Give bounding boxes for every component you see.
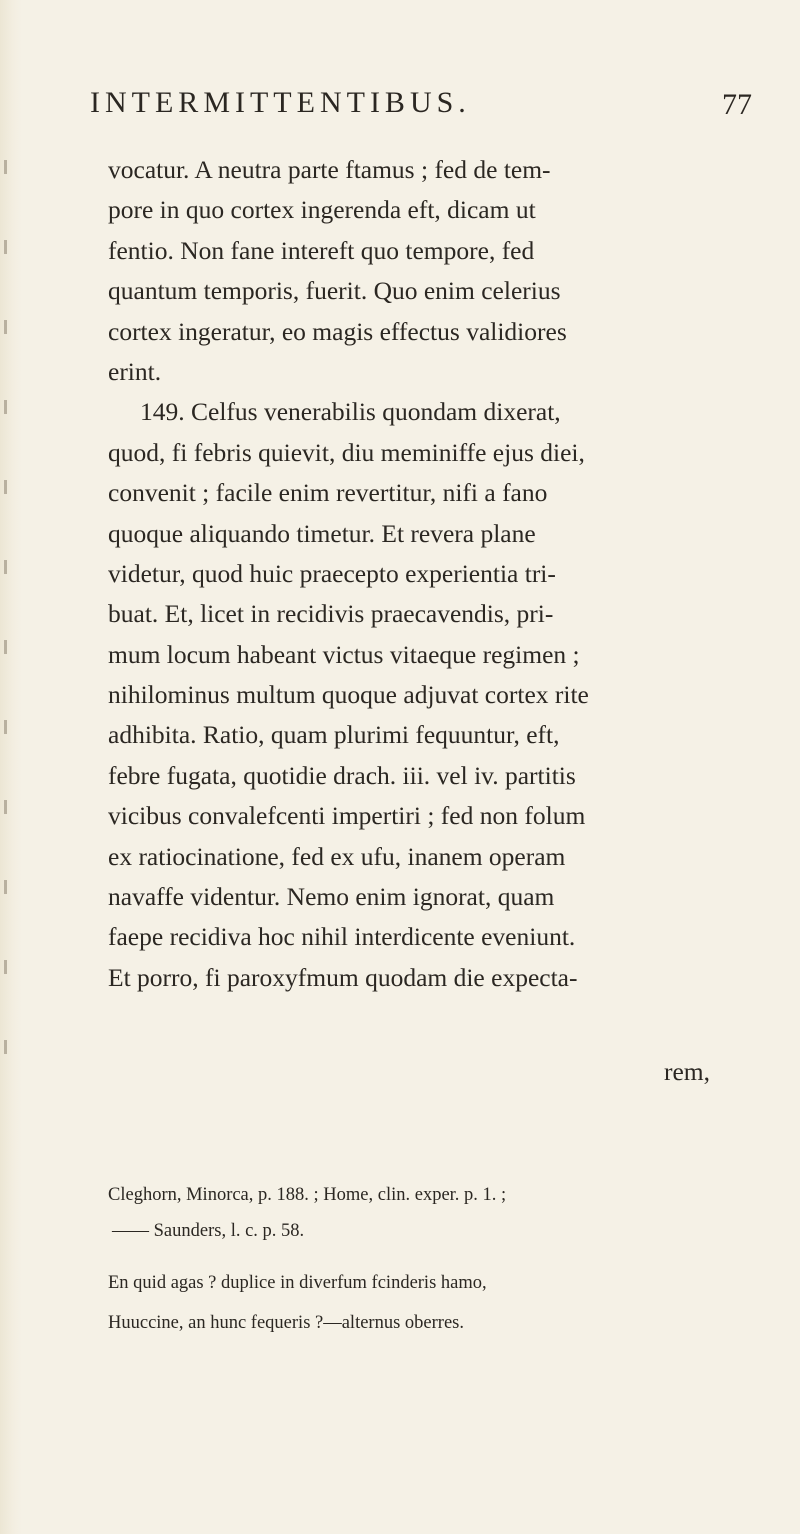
text-line: cortex ingeratur, eo magis effectus validiores	[108, 316, 567, 346]
edge-mark	[4, 800, 7, 814]
text-line: Et porro, fi paroxyfmum quodam die expecta-	[108, 962, 578, 992]
footnote-line: —— Saunders, l. c. p. 58.	[112, 1221, 305, 1241]
edge-mark	[4, 320, 7, 334]
page-edge	[0, 0, 22, 1534]
edge-mark	[4, 1040, 7, 1054]
edge-mark	[4, 720, 7, 734]
edge-mark	[4, 240, 7, 254]
text-line: pore in quo cortex ingerenda eft, dicam ut	[108, 195, 536, 225]
text-line: faepe recidiva hoc nihil interdicente eveniunt.	[108, 922, 576, 952]
footnotes	[108, 1177, 768, 1249]
text-line: adhibita. Ratio, quam plurimi fequuntur, eft,	[108, 720, 560, 750]
text-line: erint.	[108, 356, 162, 386]
text-line: quod, fi febris quievit, diu meminiffe ejus diei,	[108, 437, 585, 467]
text-line: convenit ; facile enim revertitur, nifi a fano	[108, 478, 548, 508]
catchword: rem,	[664, 1057, 711, 1086]
text-line: nihilominus multum quoque adjuvat cortex rite	[108, 680, 589, 710]
footnote-line: Cleghorn, Minorca, p. 188. ; Home, clin. exper. p. 1. ;	[108, 1185, 507, 1205]
text-line: ex ratiocinatione, fed ex ufu, inanem operam	[108, 841, 566, 871]
text-line: quoque aliquando timetur. Et revera plane	[108, 518, 536, 548]
text-line: fentio. Non fane intereft quo tempore, fed	[108, 235, 535, 265]
page-number: 77	[722, 88, 752, 121]
text-line: buat. Et, licet in recidivis praecavendis, pri-	[108, 599, 554, 629]
text-line: vocatur. A neutra parte ftamus ; fed de tem-	[108, 155, 551, 184]
body-text	[108, 150, 768, 998]
page-header	[90, 86, 770, 126]
edge-mark	[4, 880, 7, 894]
text-line: navaffe videntur. Nemo enim ignorat, quam	[108, 882, 555, 912]
paragraph-start-line: 149. Celfus venerabilis quondam dixerat,	[140, 397, 561, 427]
text-line: videtur, quod huic praecepto experientia tri-	[108, 558, 556, 588]
text-line: vicibus convalefcenti impertiri ; fed non folum	[108, 801, 586, 831]
text-line: febre fugata, quotidie drach. iii. vel iv. partitis	[108, 760, 576, 790]
edge-mark	[4, 960, 7, 974]
edge-mark	[4, 560, 7, 574]
edge-mark	[4, 400, 7, 414]
edge-mark	[4, 640, 7, 654]
edge-mark	[4, 480, 7, 494]
running-head: INTERMITTENTIBUS.	[90, 86, 471, 119]
verse-line: Huuccine, an hunc fequeris ?—alternus oberres.	[108, 1313, 464, 1333]
edge-mark	[4, 160, 7, 174]
text-line: mum locum habeant victus vitaeque regimen ;	[108, 639, 580, 669]
verse-quote	[108, 1263, 768, 1343]
verse-line: En quid agas ? duplice in diverfum fcinderis hamo,	[108, 1273, 487, 1293]
edge-marks	[4, 150, 14, 1530]
text-line: quantum temporis, fuerit. Quo enim celerius	[108, 276, 561, 306]
